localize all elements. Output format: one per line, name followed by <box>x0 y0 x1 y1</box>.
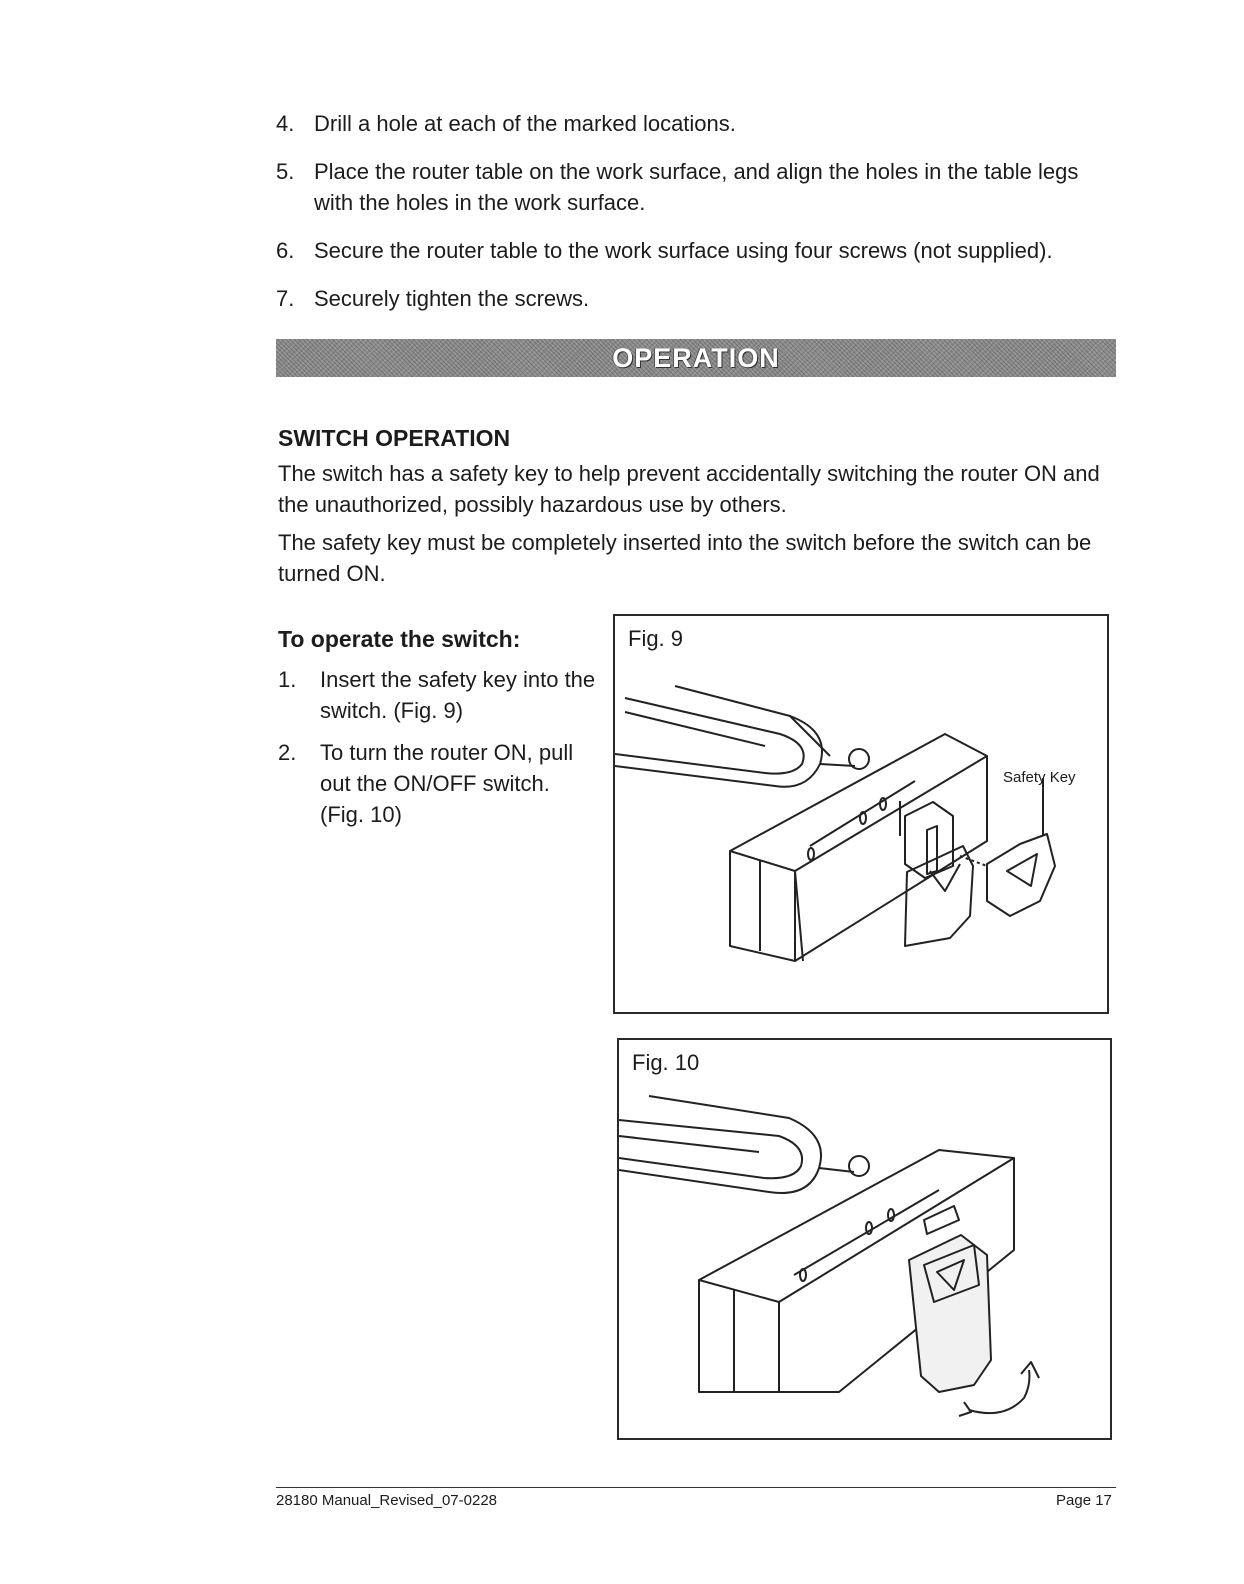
figure-caption: Fig. 9 <box>628 626 684 651</box>
list-item <box>278 664 598 726</box>
footer-divider <box>276 1487 1116 1488</box>
step-text: Drill a hole at each of the marked locations. <box>314 111 736 136</box>
step-text: Place the router table on the work surface, and align the holes in the table legs with the holes in the work surface. <box>314 159 1079 215</box>
list-item <box>278 737 598 830</box>
figure-9 <box>613 614 1109 1014</box>
item-text: To turn the router ON, pull out the ON/OFF switch. (Fig. 10) <box>320 740 574 827</box>
step-item <box>276 156 1116 218</box>
paragraph-safety-key: The switch has a safety key to help prevent accidentally switching the router ON and the unauthorized, possibly hazardous use by others. <box>278 461 1100 517</box>
item-number: 2. <box>278 740 297 765</box>
step-item <box>276 235 1116 266</box>
figure-caption: Fig. 10 <box>632 1050 700 1075</box>
switch-illustration-fig9 <box>615 616 1111 1016</box>
paragraph-insert-key: The safety key must be completely inserted into the switch before the switch can be turned ON. <box>278 530 1092 586</box>
sub-heading: To operate the switch: <box>278 626 521 652</box>
step-text: Secure the router table to the work surface using four screws (not supplied). <box>314 238 1053 263</box>
callout-label: Safety Key <box>1003 769 1076 786</box>
step-number: 7. <box>276 286 295 311</box>
section-heading: SWITCH OPERATION <box>278 425 511 451</box>
step-number: 5. <box>276 159 295 184</box>
step-number: 6. <box>276 238 295 263</box>
footer-doc-id: 28180 Manual_Revised_07-0228 <box>276 1492 498 1509</box>
operation-banner <box>276 339 1116 377</box>
item-text: Insert the safety key into the switch. (Fig. 9) <box>320 667 596 723</box>
step-text: Securely tighten the screws. <box>314 286 590 311</box>
switch-illustration-fig10 <box>619 1040 1114 1442</box>
install-steps <box>276 108 1116 331</box>
item-number: 1. <box>278 667 297 692</box>
figure-10 <box>617 1038 1112 1440</box>
step-item <box>276 108 1116 139</box>
page-number: Page 17 <box>1056 1492 1112 1509</box>
step-item <box>276 283 1116 314</box>
banner-title: OPERATION <box>612 342 780 373</box>
operate-steps <box>278 664 598 841</box>
step-number: 4. <box>276 111 295 136</box>
